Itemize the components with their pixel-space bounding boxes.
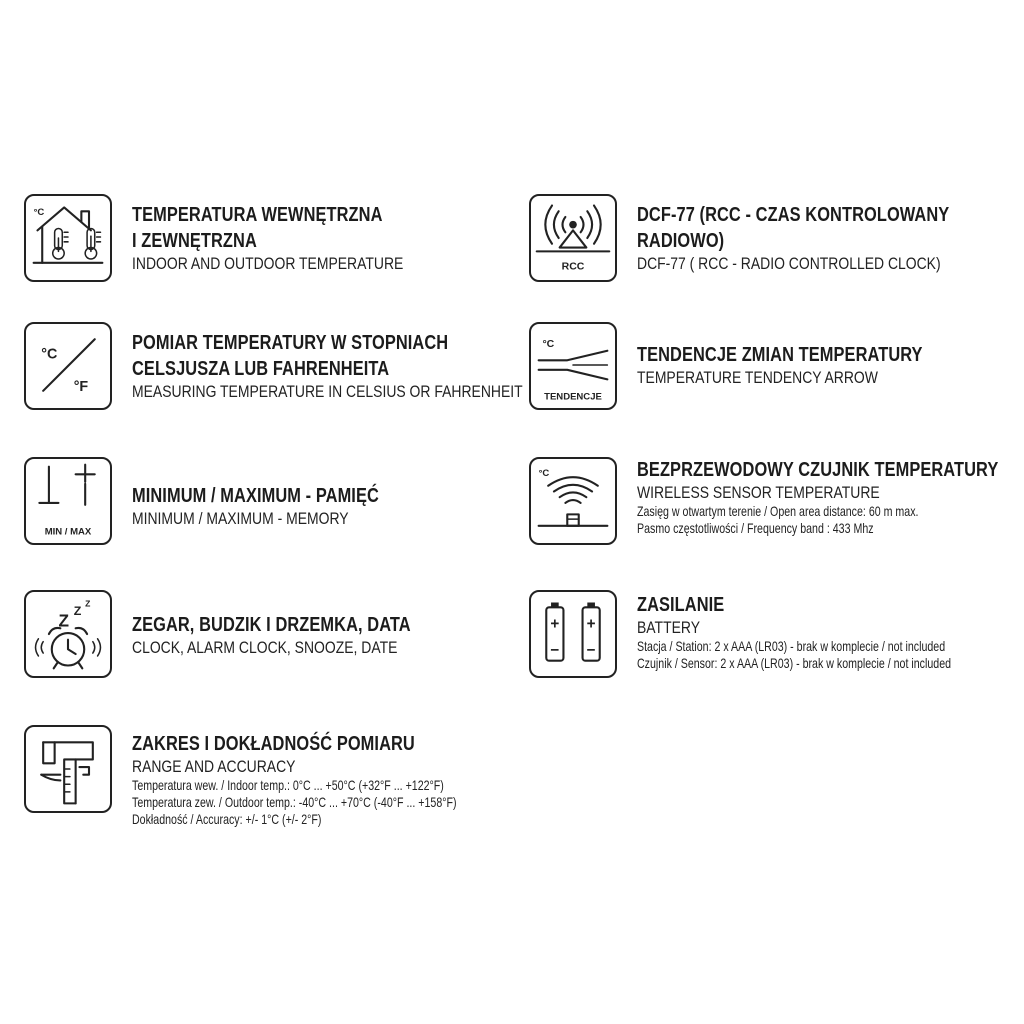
subtitle: CLOCK, ALARM CLOCK, SNOOZE, DATE xyxy=(132,638,398,657)
subtitle: MINIMUM / MAXIMUM - MEMORY xyxy=(132,509,349,528)
caliper-icon xyxy=(24,725,112,813)
title-line-2: CELSJUSZA LUB FAHRENHEITA xyxy=(132,358,390,380)
detail-accuracy: Dokładność / Accuracy: +/- 1°C (+/- 2°F) xyxy=(132,811,322,827)
svg-text:−: − xyxy=(586,642,596,659)
subtitle: RANGE AND ACCURACY xyxy=(132,757,296,776)
svg-text:RCC: RCC xyxy=(561,260,585,273)
svg-text:°F: °F xyxy=(73,378,89,395)
svg-text:+: + xyxy=(586,615,596,633)
subtitle: DCF-77 ( RCC - RADIO CONTROLLED CLOCK) xyxy=(637,254,941,273)
subtitle: WIRELESS SENSOR TEMPERATURE xyxy=(637,483,880,502)
svg-text:°C: °C xyxy=(538,468,550,480)
svg-text:°C: °C xyxy=(33,207,45,219)
alarm-clock-icon xyxy=(24,590,112,678)
house-thermometers-icon xyxy=(24,194,112,282)
svg-text:Z: Z xyxy=(85,598,91,609)
title: ZAKRES I DOKŁADNOŚĆ POMIARU xyxy=(132,733,415,755)
svg-text:TENDENCJE: TENDENCJE xyxy=(544,391,602,403)
title-line-1: TEMPERATURA WEWNĘTRZNA xyxy=(132,204,383,226)
detail-frequency: Pasmo częstotliwości / Frequency band : 433 Mhz xyxy=(637,520,874,536)
svg-text:MIN / MAX: MIN / MAX xyxy=(44,526,92,538)
celsius-fahrenheit-icon xyxy=(24,322,112,410)
svg-text:°C: °C xyxy=(542,337,555,350)
radio-tower-icon xyxy=(529,194,617,282)
svg-text:Z: Z xyxy=(58,610,69,631)
title-line-2: RADIOWO) xyxy=(637,230,725,252)
title: ZASILANIE xyxy=(637,594,725,616)
svg-text:Z: Z xyxy=(73,603,82,618)
min-max-icon xyxy=(24,457,112,545)
battery-icon xyxy=(529,590,617,678)
title: ZEGAR, BUDZIK I DRZEMKA, DATA xyxy=(132,614,411,636)
title: MINIMUM / MAXIMUM - PAMIĘĆ xyxy=(132,485,379,507)
detail-indoor-range: Temperatura wew. / Indoor temp.: 0°C ... +50°C (+32°F ... +122°F) xyxy=(132,777,444,793)
title: TENDENCJE ZMIAN TEMPERATURY xyxy=(637,344,923,366)
tendency-arrow-icon xyxy=(529,322,617,410)
detail-sensor: Czujnik / Sensor: 2 x AAA (LR03) - brak w komplecie / not included xyxy=(637,655,952,671)
svg-text:+: + xyxy=(550,615,560,633)
title-line-1: POMIAR TEMPERATURY W STOPNIACH xyxy=(132,332,449,354)
wireless-sensor-icon xyxy=(529,457,617,545)
svg-text:−: − xyxy=(550,642,560,659)
subtitle: MEASURING TEMPERATURE IN CELSIUS OR FAHRENHEIT xyxy=(132,382,523,401)
detail-outdoor-range: Temperatura zew. / Outdoor temp.: -40°C ... +70°C (-40°F ... +158°F) xyxy=(132,794,457,810)
title-line-1: DCF-77 (RCC - CZAS KONTROLOWANY xyxy=(637,204,950,226)
subtitle: TEMPERATURE TENDENCY ARROW xyxy=(637,368,878,387)
title: BEZPRZEWODOWY CZUJNIK TEMPERATURY xyxy=(637,459,999,481)
subtitle: BATTERY xyxy=(637,618,701,637)
subtitle: INDOOR AND OUTDOOR TEMPERATURE xyxy=(132,254,404,273)
title-line-2: I ZEWNĘTRZNA xyxy=(132,230,257,252)
detail-range: Zasięg w otwartym terenie / Open area distance: 60 m max. xyxy=(637,503,919,519)
detail-station: Stacja / Station: 2 x AAA (LR03) - brak w komplecie / not included xyxy=(637,638,946,654)
svg-text:°C: °C xyxy=(41,346,58,363)
